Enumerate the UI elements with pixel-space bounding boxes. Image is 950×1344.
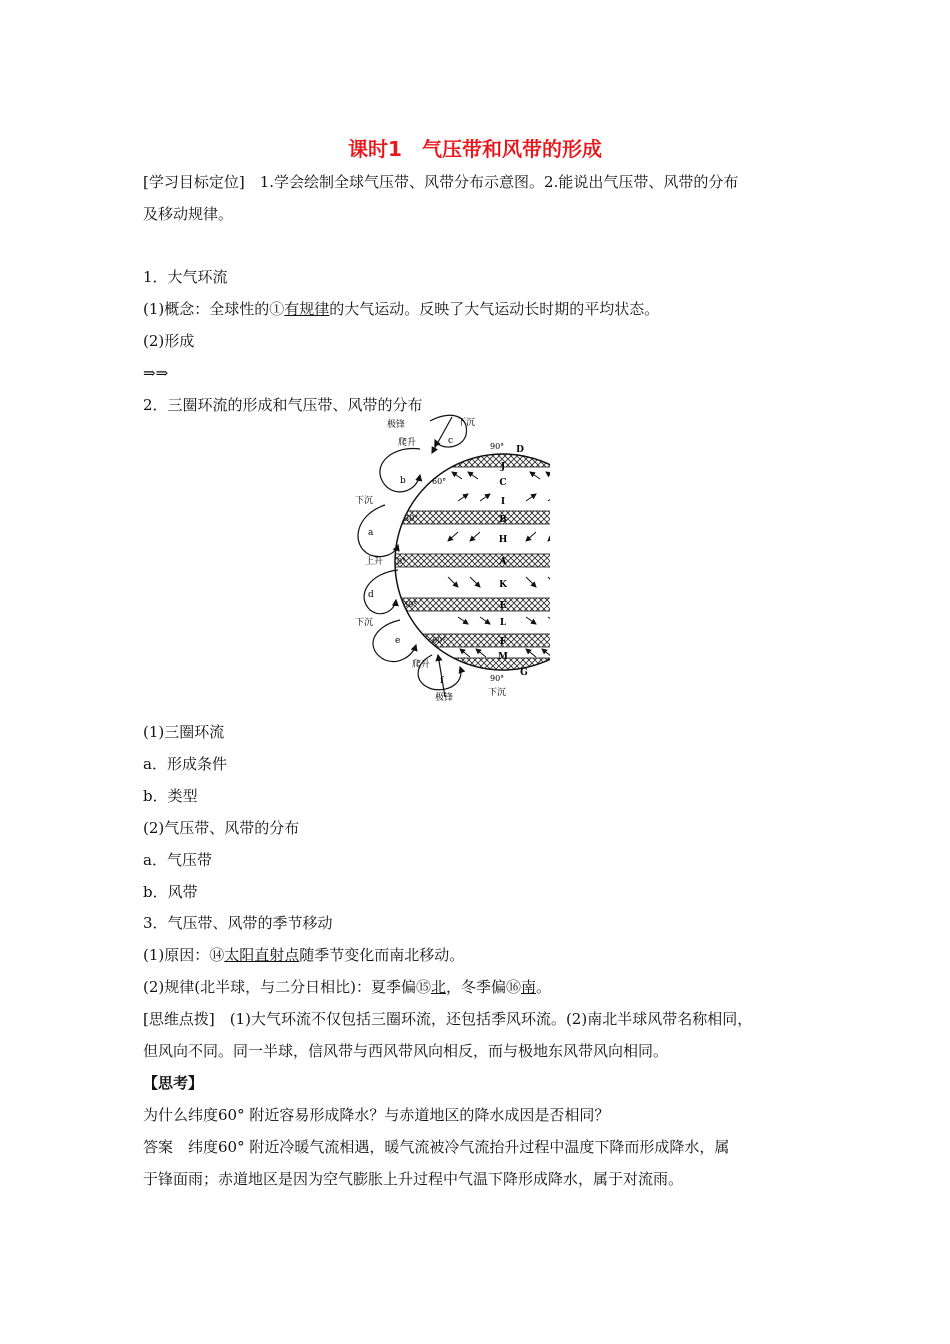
objectives-text-1: 1.学会绘制全球气压带、风带分布示意图。2.能说出气压带、风带的分布 (259, 173, 739, 191)
sinking-label-n90: 下沉 (457, 418, 476, 428)
cell-a-arrow (358, 505, 398, 557)
sinking-label-s30: 下沉 (355, 618, 374, 628)
band-letter-k: K (499, 580, 507, 590)
think-answer-2: 于锋面雨；赤道地区是因为空气膨胀上升过程中气温下降形成降水，属于对流雨。 (143, 1170, 684, 1188)
formation-line: (2)形成 (143, 332, 195, 350)
band-letter-l: L (499, 618, 507, 628)
section-3-heading: 3．气压带、风带的季节移动 (143, 914, 333, 932)
lat-60s: 60° (432, 636, 447, 645)
cell-label-a: a (368, 528, 374, 538)
lat-60n: 60° (432, 477, 447, 486)
lat-30n: 30° (404, 514, 419, 523)
band-letter-a: A (499, 557, 507, 567)
cause-prefix: (1)原因：⑭ (143, 946, 225, 964)
sinking-label-s90: 下沉 (488, 688, 507, 698)
cell-label-f: f (440, 676, 444, 686)
lat-30s: 30° (403, 600, 418, 609)
concept-suffix: 的大气运动。反映了大气运动长时期的平均状态。 (329, 300, 660, 318)
objectives-line-1 (143, 172, 738, 192)
pole-label-d: D (516, 445, 524, 455)
rising-label-n: 爬升 (398, 438, 417, 448)
polar-front-label-n: 极锋 (387, 420, 406, 430)
arrows-line: ⇒⇒ (143, 364, 169, 382)
three-cell-circulation-diagram (340, 405, 550, 705)
cause-line (143, 945, 464, 965)
band-letter-h: H (498, 535, 508, 545)
think-heading: 【思考】 (143, 1074, 204, 1092)
section-1-heading: 1．大气环流 (143, 268, 228, 286)
rule-answer-1: 北 (430, 978, 446, 996)
s2-item-5: a．气压带 (143, 851, 212, 869)
rule-prefix: (2)规律(北半球，与二分日相比)：夏季偏⑮ (143, 978, 431, 996)
page-title: 课时1 气压带和风带的形成 (348, 137, 602, 161)
concept-answer: 有规律 (284, 300, 330, 318)
sinking-label-n30: 下沉 (355, 496, 374, 506)
cell-label-d: d (368, 590, 374, 600)
rising-label-s: 爬升 (412, 660, 431, 670)
band-60s (380, 634, 550, 647)
band-letter-j: J (500, 462, 506, 472)
cause-suffix: 随季节变化而南北移动。 (299, 946, 465, 964)
band-letter-e: E (499, 601, 507, 611)
pole-label-g: G (520, 668, 528, 678)
rule-line (143, 977, 551, 997)
rule-answer-2: 南 (521, 978, 537, 996)
s2-item-6: b．风带 (143, 883, 198, 901)
lat-90s: 90° (490, 674, 505, 683)
think-question: 为什么纬度60° 附近容易形成降水？与赤道地区的降水成因是否相同？ (143, 1106, 610, 1124)
s2-item-3: b．类型 (143, 787, 198, 805)
think-answer-1: 答案 纬度60° 附近冷暖气流相遇，暖气流被冷气流抬升过程中温度下降而形成降水，属 (143, 1138, 730, 1156)
tip-line-2: 但风向不同。同一半球，信风带与西风带风向相反，而与极地东风带风向相同。 (143, 1042, 669, 1060)
s2-item-1: (1)三圈环流 (143, 723, 225, 741)
rule-mid: ，冬季偏⑯ (445, 978, 521, 996)
section-2-heading: 2．三圈环流的形成和气压带、风带的分布 (143, 396, 423, 414)
band-letter-i: I (500, 497, 506, 507)
polar-front-label-s: 极锋 (435, 693, 454, 703)
concept-line (143, 299, 659, 319)
band-letter-m: M (498, 652, 508, 662)
concept-prefix: (1)概念：全球性的① (143, 300, 285, 318)
objectives-label: [学习目标定位] (143, 173, 245, 191)
cause-answer: 太阳直射点 (224, 946, 300, 964)
band-letter-c: C (499, 478, 507, 488)
cell-label-e: e (395, 636, 401, 646)
rule-suffix: 。 (536, 978, 552, 996)
band-letter-f: F (499, 637, 507, 647)
s2-item-4: (2)气压带、风带的分布 (143, 819, 300, 837)
rising-label-eq: 上升 (365, 557, 384, 567)
lat-90n: 90° (490, 442, 505, 451)
cell-label-b: b (400, 476, 406, 486)
band-letter-b: B (499, 515, 507, 525)
lat-0: 0° (397, 557, 407, 566)
cell-label-c: c (448, 436, 454, 446)
tip-line-1: [思维点拨] (1)大气环流不仅包括三圈环流，还包括季风环流。(2)南北半球风带名称相同， (143, 1010, 753, 1028)
objectives-text-2: 及移动规律。 (143, 205, 234, 223)
s2-item-2: a．形成条件 (143, 755, 227, 773)
